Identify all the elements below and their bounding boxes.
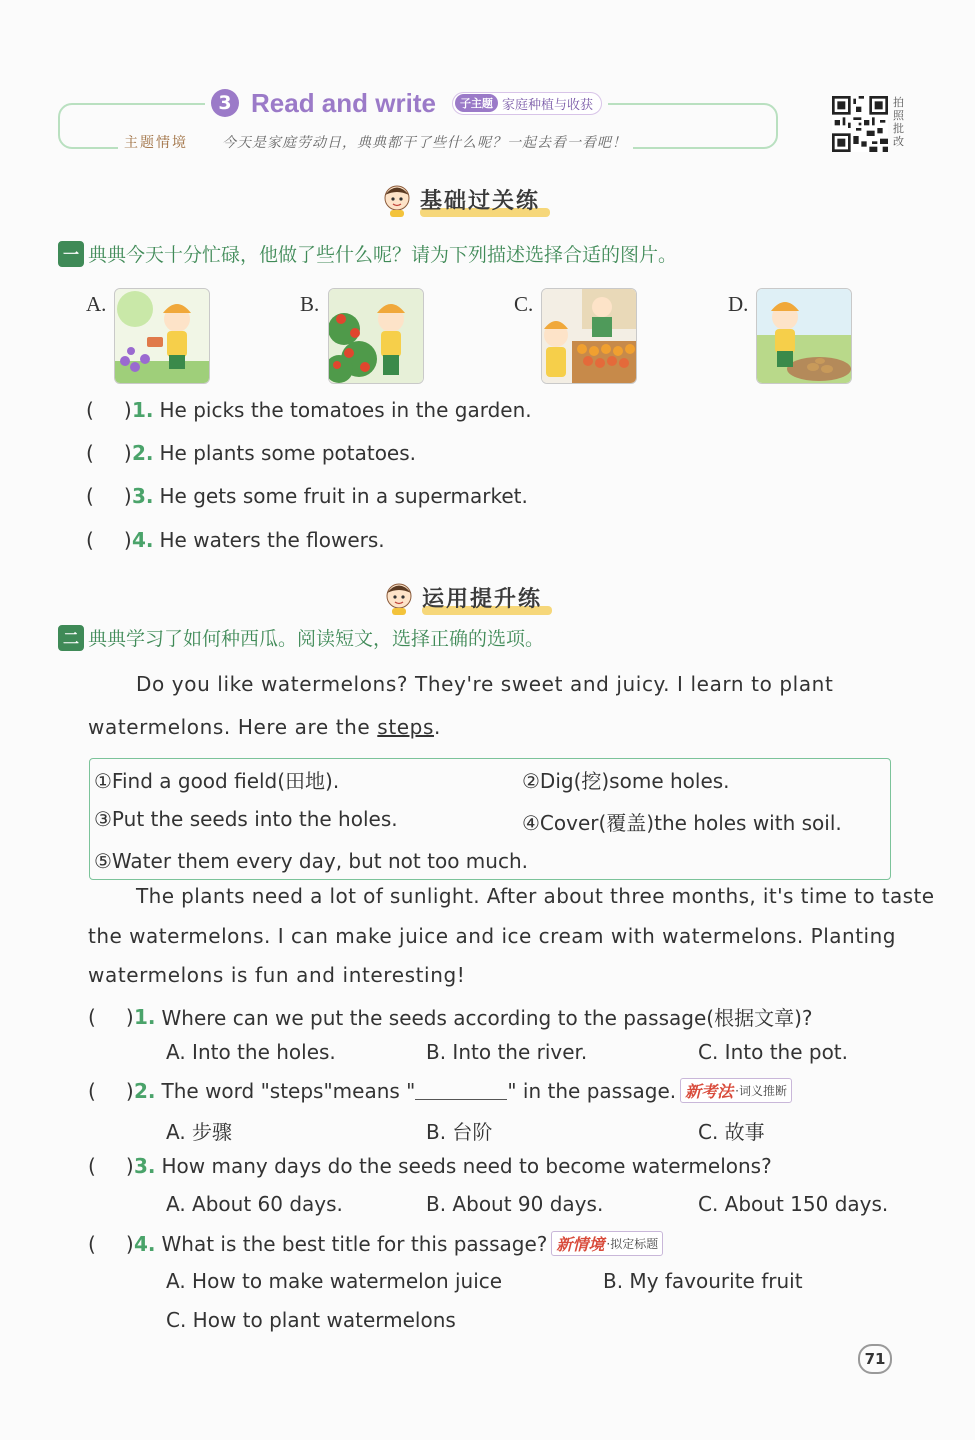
answer-blank[interactable]: ( ) [86,441,132,465]
section1-title: 基础过关练 [420,188,541,214]
s2-question-2: ( ) 2. The word "steps"means " " in the passage. 新考法 ·词义推断 [88,1078,792,1103]
step-4: ④Cover(覆盖)the holes with soil. [522,811,842,835]
option-letter-a: A. [86,292,107,316]
answer-blank[interactable]: ( ) [88,1078,134,1103]
q1-option-b[interactable]: B. Into the river. [426,1040,588,1064]
unit-number: 3 [211,89,239,117]
supermarket-fruit-picture [541,288,637,384]
s1-question-4: ( ) 4. He waters the flowers. [86,528,385,552]
q2-option-b[interactable]: B. 台阶 [426,1120,493,1144]
kid-mascot-icon [378,180,416,218]
section1-number: 一 [58,241,84,267]
q1-option-c[interactable]: C. Into the pot. [698,1040,848,1064]
q2-option-c[interactable]: C. 故事 [698,1120,765,1144]
passage-line-4: the watermelons. I can make juice and ice cream with watermelons. Planting [88,924,896,948]
s2-question-3: ( ) 3. How many days do the seeds need to become watermelons? [88,1154,772,1178]
step-5: ⑤Water them every day, but not too much. [94,849,528,873]
section2-title: 运用提升练 [422,586,543,612]
scene-text: 今天是家庭劳动日，典典都干了些什么呢？一起去看一看吧！ [222,135,627,151]
scene-label: 主题情境 [124,135,188,151]
answer-blank[interactable]: ( ) [88,1004,134,1029]
s2-question-4: ( ) 4. What is the best title for this passage? 新情境 ·拟定标题 [88,1231,663,1256]
answer-blank[interactable]: ( ) [86,528,132,552]
subtopic-text: 家庭种植与收获 [501,97,593,113]
step-3: ③Put the seeds into the holes. [94,807,398,831]
unit-header [205,86,608,120]
section2-heading [380,578,542,616]
section1-instruction-row [58,240,677,267]
q2-option-a[interactable]: A. 步骤 [166,1120,233,1144]
q4-option-c[interactable]: C. How to plant watermelons [166,1308,456,1332]
qr-code-icon[interactable] [832,96,888,152]
section1-instruction: 典典今天十分忙碌，他做了些什么呢？请为下列描述选择合适的图片。 [88,244,678,266]
qr-caption: 拍照批改 [893,96,904,148]
unit-title: Read and write [251,87,436,118]
picking-tomatoes-picture [328,288,424,384]
watering-flowers-picture [114,288,210,384]
new-context-tag: 新情境 ·拟定标题 [551,1231,663,1256]
option-letter-d: D. [728,292,749,316]
answer-blank[interactable]: ( ) [86,398,132,422]
q3-option-c[interactable]: C. About 150 days. [698,1192,889,1216]
page-number: 71 [858,1344,892,1374]
section1-heading [378,180,540,218]
answer-blank[interactable]: ( ) [88,1154,134,1178]
passage-line-5: watermelons is fun and interesting! [88,963,466,987]
s2-question-1: ( ) 1. Where can we put the seeds according to the passage(根据文章)? [88,1004,813,1030]
q3-option-b[interactable]: B. About 90 days. [426,1192,604,1216]
answer-blank[interactable]: ( ) [86,484,132,508]
section2-number: 二 [58,625,84,651]
section2-instruction: 典典学习了如何种西瓜。阅读短文，选择正确的选项。 [88,628,545,650]
q3-option-a[interactable]: A. About 60 days. [166,1192,343,1216]
passage-line-1: Do you like watermelons? They're sweet and juicy. I learn to plant [136,672,834,696]
kid-mascot-icon [380,578,418,616]
passage-line-3: The plants need a lot of sunlight. After about three months, it's time to taste [136,884,935,908]
q4-option-a[interactable]: A. How to make watermelon juice [166,1269,503,1293]
new-exam-tag: 新考法 ·词义推断 [680,1078,792,1103]
q4-option-b[interactable]: B. My favourite fruit [603,1269,803,1293]
scene-row [118,132,633,152]
fill-in-blank[interactable] [415,1081,507,1100]
step-1: ①Find a good field(田地). [94,769,340,793]
s1-question-1: ( ) 1. He picks the tomatoes in the garden. [86,398,532,422]
section2-instruction-row [58,624,544,651]
subtopic-badge [452,92,602,115]
s1-question-3: ( ) 3. He gets some fruit in a supermarket. [86,484,528,508]
option-letter-c: C. [514,292,534,316]
answer-blank[interactable]: ( ) [88,1231,134,1256]
planting-potatoes-picture [756,288,852,384]
subtopic-tag: 子主题 [455,94,498,112]
s1-question-2: ( ) 2. He plants some potatoes. [86,441,417,465]
steps-word: steps [377,715,434,739]
option-letter-b: B. [300,292,320,316]
q1-option-a[interactable]: A. Into the holes. [166,1040,336,1064]
passage-line-2: watermelons. Here are the steps. [88,715,441,739]
step-2: ②Dig(挖)some holes. [522,769,730,793]
